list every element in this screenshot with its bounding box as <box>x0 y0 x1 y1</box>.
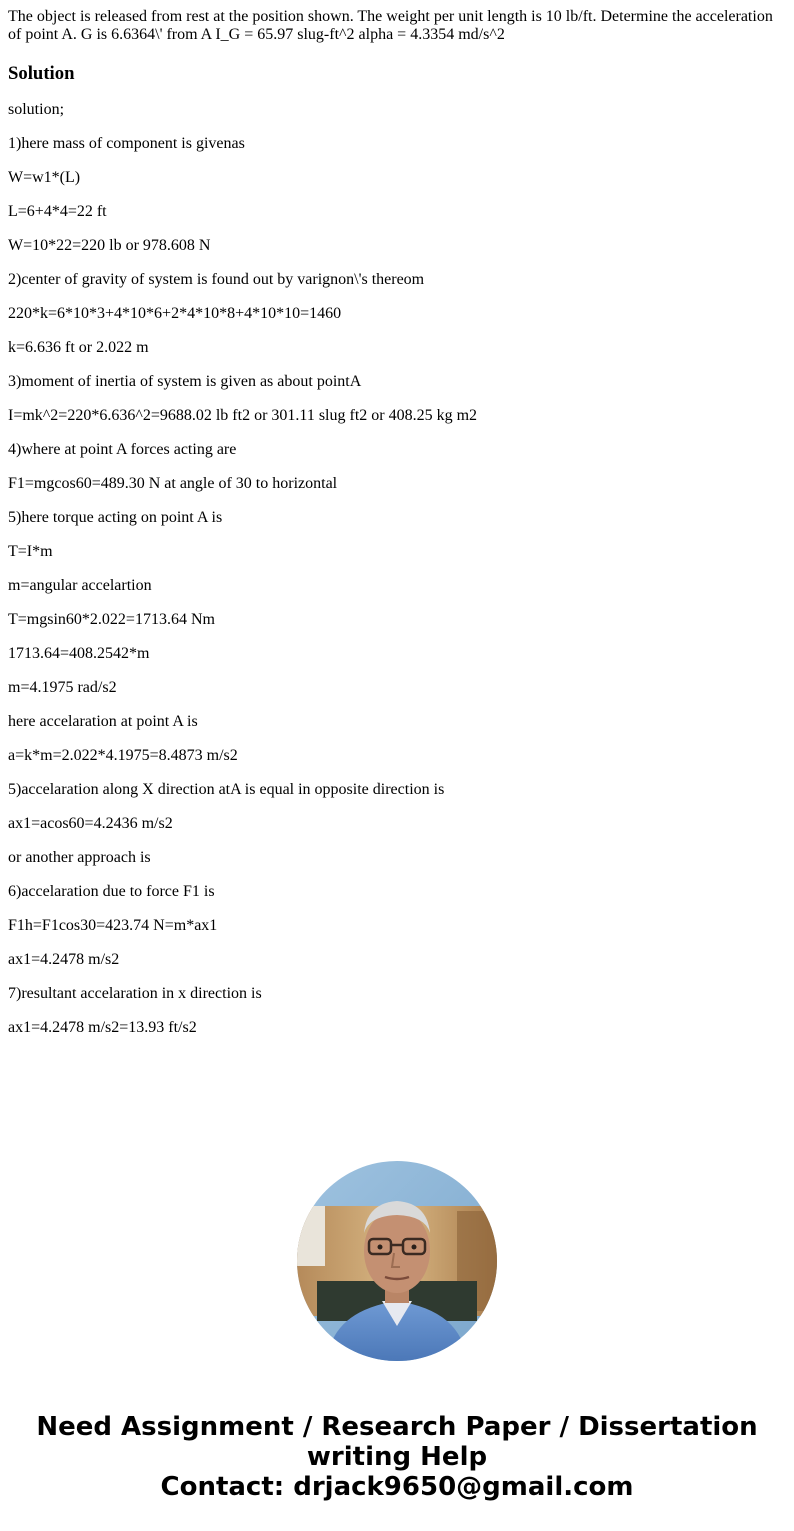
solution-line: 7)resultant accelaration in x direction is <box>8 985 262 1002</box>
solution-line: k=6.636 ft or 2.022 m <box>8 339 149 356</box>
solution-line: 2)center of gravity of system is found out by varignon\'s thereom <box>8 271 425 288</box>
question-text: The object is released from rest at the position shown. The weight per unit length is 10 lb/ft. Determine the acceleration of point A. G is 6.6364\' from A I_G = 65.97 slug-ft^2 alpha = 4.3354 md/s^2 <box>8 8 773 43</box>
solution-body <box>8 101 786 1037</box>
solution-line: solution; <box>8 101 65 118</box>
solution-line: 5)accelaration along X direction atA is equal in opposite direction is <box>8 781 445 798</box>
solution-line: ax1=4.2478 m/s2=13.93 ft/s2 <box>8 1019 197 1036</box>
solution-line: 5)here torque acting on point A is <box>8 509 223 526</box>
contact-banner <box>0 1412 794 1502</box>
solution-line: W=w1*(L) <box>8 169 81 186</box>
solution-line: I=mk^2=220*6.636^2=9688.02 lb ft2 or 301.11 slug ft2 or 408.25 kg m2 <box>8 407 478 424</box>
solution-line: 1713.64=408.2542*m <box>8 645 150 662</box>
solution-line: or another approach is <box>8 849 151 866</box>
solution-line: 3)moment of inertia of system is given as about pointA <box>8 373 362 390</box>
solution-line: L=6+4*4=22 ft <box>8 203 107 220</box>
solution-line: a=k*m=2.022*4.1975=8.4873 m/s2 <box>8 747 238 764</box>
solution-line: m=angular accelartion <box>8 577 152 594</box>
author-portrait-image <box>297 1161 497 1361</box>
contact-email: Contact: drjack9650@gmail.com <box>160 1472 634 1502</box>
solution-line: ax1=4.2478 m/s2 <box>8 951 120 968</box>
solution-line: 4)where at point A forces acting are <box>8 441 237 458</box>
contact-banner-line-2: writing Help <box>306 1442 488 1472</box>
solution-line: here accelaration at point A is <box>8 713 198 730</box>
solution-line: T=mgsin60*2.022=1713.64 Nm <box>8 611 215 628</box>
solution-line: 1)here mass of component is givenas <box>8 135 245 152</box>
solution-line: m=4.1975 rad/s2 <box>8 679 117 696</box>
solution-heading: Solution <box>8 63 75 84</box>
solution-line: F1h=F1cos30=423.74 N=m*ax1 <box>8 917 218 934</box>
solution-line: ax1=acos60=4.2436 m/s2 <box>8 815 173 832</box>
solution-line: 6)accelaration due to force F1 is <box>8 883 215 900</box>
solution-line: W=10*22=220 lb or 978.608 N <box>8 237 211 254</box>
author-avatar <box>297 1161 497 1361</box>
solution-line: T=I*m <box>8 543 53 560</box>
contact-banner-line-1: Need Assignment / Research Paper / Dissertation <box>36 1412 758 1442</box>
solution-line: F1=mgcos60=489.30 N at angle of 30 to horizontal <box>8 475 338 492</box>
solution-line: 220*k=6*10*3+4*10*6+2*4*10*8+4*10*10=1460 <box>8 305 342 322</box>
solution-document <box>0 8 794 1037</box>
